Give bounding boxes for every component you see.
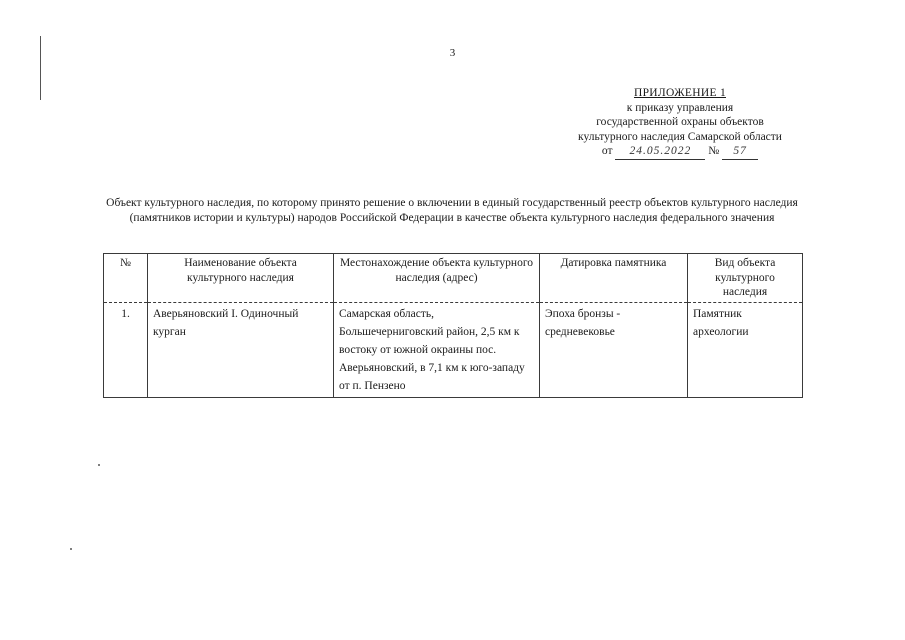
scan-margin-mark xyxy=(40,36,41,100)
header-location: Местонахождение объекта культурного наследия (адрес) xyxy=(334,254,540,303)
appendix-line-2: государственной охраны объектов xyxy=(596,116,764,129)
appendix-block xyxy=(520,86,840,160)
document-heading: Объект культурного наследия, по которому принято решение о включении в единый государственный реестр объектов культурного наследия (памятников истории и культуры) народов Российской Федерации в качестве объекта культурного наследия федерального значения xyxy=(106,197,798,224)
cell-dating: Эпоха бронзы - средневековье xyxy=(540,302,688,397)
appendix-line-3: культурного наследия Самарской области xyxy=(578,130,782,143)
cell-location: Самарская область, Большечерниговский район, 2,5 км к востоку от южной окраины пос. Аверьяновский, в 7,1 км к юго-западу от п. Пензено xyxy=(334,302,540,397)
scan-speck xyxy=(98,464,100,466)
number-prefix: № xyxy=(708,145,720,158)
appendix-line-1: к приказу управления xyxy=(626,101,734,114)
header-type: Вид объекта культурного наследия xyxy=(688,254,803,303)
cell-type: Памятник археологии xyxy=(688,302,803,397)
header-dating: Датировка памятника xyxy=(540,254,688,303)
header-number: № xyxy=(104,254,148,303)
heritage-table xyxy=(103,253,803,398)
date-handwritten: 24.05.2022 xyxy=(615,144,705,160)
date-prefix: от xyxy=(601,145,613,158)
page-number: 3 xyxy=(449,47,456,59)
cell-number: 1. xyxy=(104,302,148,397)
table-header-row xyxy=(104,254,803,303)
appendix-title: ПРИЛОЖЕНИЕ 1 xyxy=(633,87,726,99)
cell-name: Аверьяновский I. Одиночный курган xyxy=(148,302,334,397)
scan-speck xyxy=(70,548,72,550)
header-name: Наименование объекта культурного наследия xyxy=(148,254,334,303)
number-handwritten: 57 xyxy=(722,144,758,160)
table-row xyxy=(104,302,803,397)
appendix-date-line xyxy=(520,144,840,160)
